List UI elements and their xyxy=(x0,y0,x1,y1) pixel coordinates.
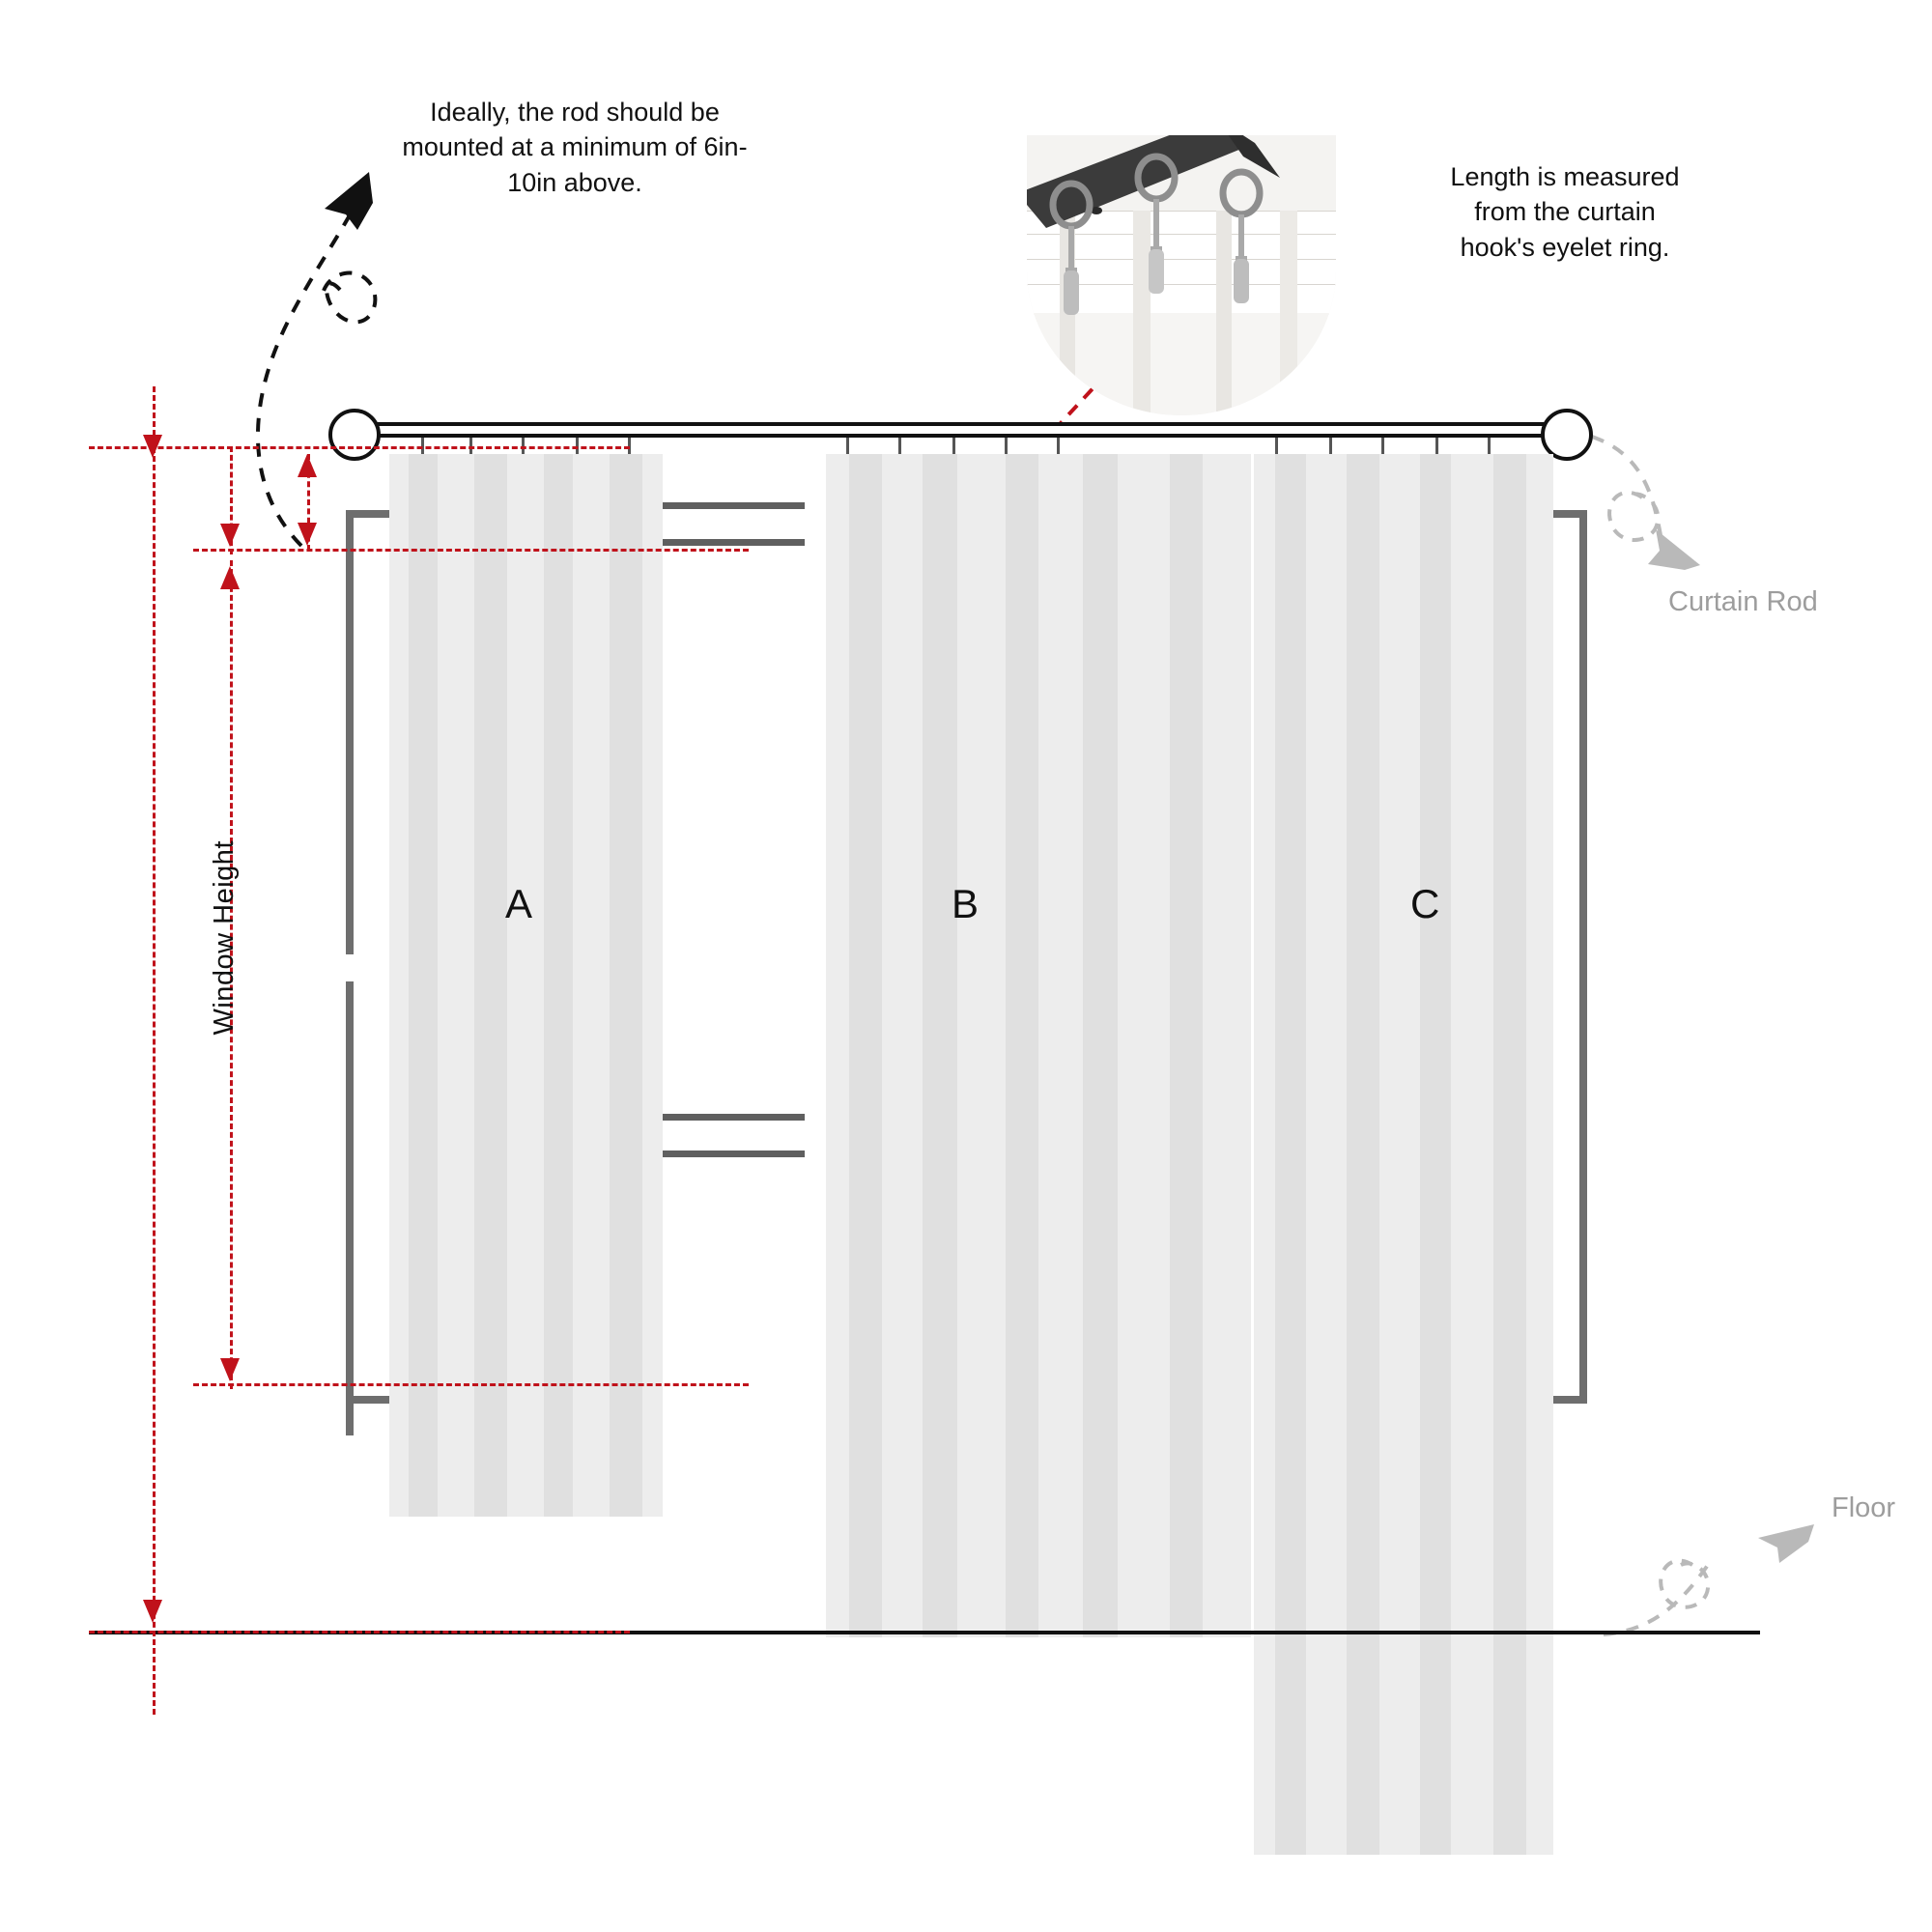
panel-label-b: B xyxy=(952,881,980,926)
floor-callout-curve xyxy=(1604,1565,1708,1634)
curtain-hook-inset-photo xyxy=(1027,135,1336,415)
curtain-rod-callout-arrowhead xyxy=(1648,529,1700,570)
measure-line-window-bottom xyxy=(193,1383,749,1386)
panel-label-c: C xyxy=(1410,881,1440,926)
measure-line-floor-level xyxy=(89,1631,630,1634)
floor-label: Floor xyxy=(1832,1492,1896,1523)
curtain-rod-label: Curtain Rod xyxy=(1668,586,1818,617)
curtain-panel-c xyxy=(1254,454,1553,1855)
floor-callout-loop xyxy=(1661,1561,1708,1607)
rod-note-arrowhead xyxy=(325,172,373,230)
floor-callout-arrowhead xyxy=(1758,1524,1814,1563)
curtain-rod-callout-loop xyxy=(1609,493,1658,540)
measure-line-rod-level xyxy=(89,446,630,449)
curtain-panel-b xyxy=(826,454,1251,1637)
curtain-panel-a xyxy=(389,454,663,1517)
length-measurement-note: Length is measured from the curtain hook's eyelet ring. xyxy=(1450,162,1680,262)
window-height-label: Window Height xyxy=(209,840,240,1036)
measure-axis-rod-gap xyxy=(230,446,233,554)
measure-line-window-top xyxy=(193,549,749,552)
measure-axis-outer xyxy=(153,386,156,1715)
measure-axis-rod-gap-2 xyxy=(307,454,310,551)
rod-note-loop xyxy=(323,273,375,323)
curtain-rod-callout-curve xyxy=(1592,437,1662,541)
rod-finial-left xyxy=(328,409,381,461)
rod-mounting-note: Ideally, the rod should be mounted at a minimum of 6in-10in above. xyxy=(402,98,748,197)
panel-label-a: A xyxy=(505,881,533,926)
curtain-rod xyxy=(377,422,1565,438)
rod-finial-right xyxy=(1541,409,1593,461)
